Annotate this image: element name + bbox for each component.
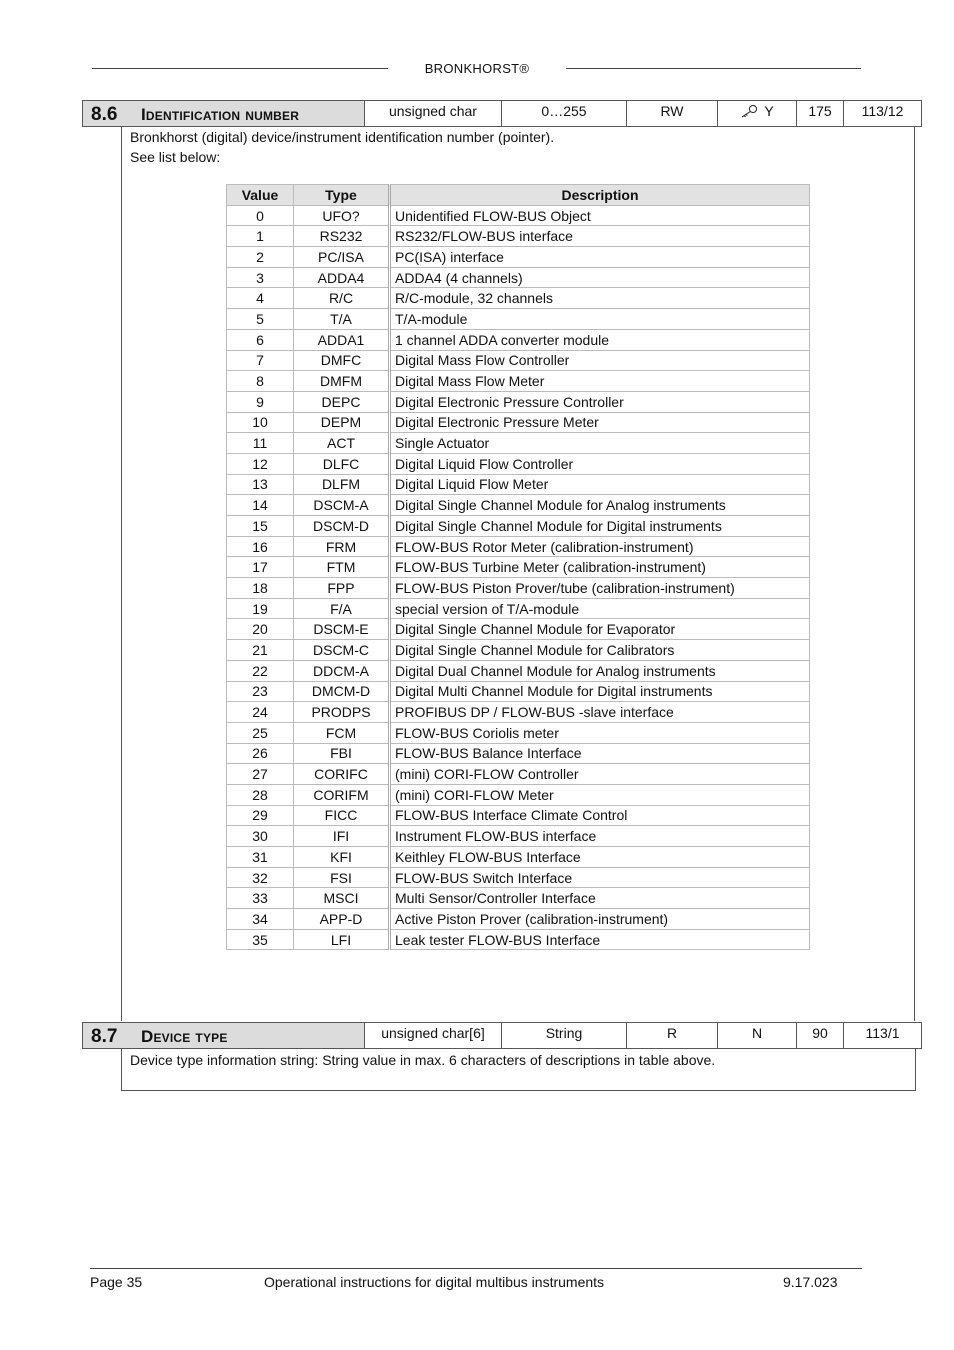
cell-type: FSI — [294, 867, 390, 888]
cell-description: Digital Mass Flow Controller — [390, 350, 810, 371]
cell-description: Multi Sensor/Controller Interface — [390, 888, 810, 909]
column-header-description: Description — [390, 185, 810, 206]
section-title: Device type — [141, 1027, 228, 1046]
cell-description: (mini) CORI-FLOW Meter — [390, 784, 810, 805]
cell-value: 2 — [227, 247, 294, 268]
cell-value: 11 — [227, 433, 294, 454]
secured-value: Y — [764, 103, 774, 119]
cell-description: Single Actuator — [390, 433, 810, 454]
table-row — [227, 784, 810, 805]
section-title-cell — [83, 101, 364, 126]
table-row — [227, 371, 810, 392]
range-cell: 0…255 — [501, 101, 626, 126]
cell-type: DMFC — [294, 350, 390, 371]
cell-type: RS232 — [294, 226, 390, 247]
cell-value: 29 — [227, 805, 294, 826]
table-row — [227, 474, 810, 495]
cell-value: 31 — [227, 847, 294, 868]
table-row — [227, 867, 810, 888]
table-row — [227, 267, 810, 288]
cell-type: KFI — [294, 847, 390, 868]
cell-type: FBI — [294, 743, 390, 764]
table-row — [227, 929, 810, 950]
cell-value: 23 — [227, 681, 294, 702]
cell-type: ADDA1 — [294, 329, 390, 350]
cell-value: 28 — [227, 784, 294, 805]
table-row — [227, 640, 810, 661]
cell-type: FPP — [294, 578, 390, 599]
table-row — [227, 391, 810, 412]
cell-value: 22 — [227, 660, 294, 681]
cell-description: Leak tester FLOW-BUS Interface — [390, 929, 810, 950]
cell-type: R/C — [294, 288, 390, 309]
cell-value: 34 — [227, 909, 294, 930]
cell-type: DLFC — [294, 453, 390, 474]
section-8-6-header — [82, 100, 922, 127]
cell-value: 13 — [227, 474, 294, 495]
table-row — [227, 226, 810, 247]
cell-description: Instrument FLOW-BUS interface — [390, 826, 810, 847]
table-row — [227, 660, 810, 681]
cell-type: APP-D — [294, 909, 390, 930]
cell-value: 21 — [227, 640, 294, 661]
cell-type: UFO? — [294, 205, 390, 226]
table-row — [227, 205, 810, 226]
cell-description: ADDA4 (4 channels) — [390, 267, 810, 288]
cell-description: special version of T/A-module — [390, 598, 810, 619]
cell-type: PRODPS — [294, 702, 390, 723]
proc-par-cell: 113/1 — [843, 1023, 921, 1048]
table-row — [227, 764, 810, 785]
cell-type: LFI — [294, 929, 390, 950]
table-row — [227, 453, 810, 474]
cell-description: Digital Multi Channel Module for Digital instruments — [390, 681, 810, 702]
cell-type: DSCM-E — [294, 619, 390, 640]
table-row — [227, 909, 810, 930]
cell-type: ACT — [294, 433, 390, 454]
cell-value: 10 — [227, 412, 294, 433]
cell-type: DDCM-A — [294, 660, 390, 681]
cell-description: Digital Electronic Pressure Meter — [390, 412, 810, 433]
cell-description: T/A-module — [390, 309, 810, 330]
footer-document-number: 9.17.023 — [783, 1274, 838, 1290]
table-row — [227, 681, 810, 702]
cell-description: FLOW-BUS Balance Interface — [390, 743, 810, 764]
cell-value: 19 — [227, 598, 294, 619]
cell-description: Digital Liquid Flow Controller — [390, 453, 810, 474]
table-row — [227, 412, 810, 433]
cell-value: 25 — [227, 722, 294, 743]
cell-value: 9 — [227, 391, 294, 412]
access-cell: R — [626, 1023, 717, 1048]
cell-value: 27 — [227, 764, 294, 785]
cell-type: DMCM-D — [294, 681, 390, 702]
cell-value: 8 — [227, 371, 294, 392]
cell-description: R/C-module, 32 channels — [390, 288, 810, 309]
secured-cell — [717, 101, 796, 126]
section-title-cell — [83, 1023, 364, 1048]
cell-value: 20 — [227, 619, 294, 640]
table-row — [227, 433, 810, 454]
header-rule-right — [566, 68, 861, 69]
cell-type: F/A — [294, 598, 390, 619]
cell-type: DSCM-C — [294, 640, 390, 661]
cell-value: 33 — [227, 888, 294, 909]
table-row — [227, 288, 810, 309]
fbnr-cell: 175 — [796, 101, 843, 126]
cell-value: 0 — [227, 205, 294, 226]
description-line: Device type information string: String value in max. 6 characters of descriptions in table above. — [130, 1052, 716, 1068]
cell-type: FRM — [294, 536, 390, 557]
cell-type: DEPM — [294, 412, 390, 433]
cell-description: (mini) CORI-FLOW Controller — [390, 764, 810, 785]
table-row — [227, 805, 810, 826]
cell-value: 16 — [227, 536, 294, 557]
access-cell: RW — [626, 101, 717, 126]
cell-description: FLOW-BUS Turbine Meter (calibration-instrument) — [390, 557, 810, 578]
cell-type: IFI — [294, 826, 390, 847]
cell-value: 5 — [227, 309, 294, 330]
cell-description: Active Piston Prover (calibration-instrument) — [390, 909, 810, 930]
key-icon — [740, 104, 758, 122]
cell-description: FLOW-BUS Switch Interface — [390, 867, 810, 888]
cell-value: 14 — [227, 495, 294, 516]
cell-description: FLOW-BUS Rotor Meter (calibration-instrument) — [390, 536, 810, 557]
table-row — [227, 826, 810, 847]
table-row — [227, 309, 810, 330]
cell-value: 1 — [227, 226, 294, 247]
cell-description: Keithley FLOW-BUS Interface — [390, 847, 810, 868]
secured-cell: N — [717, 1023, 796, 1048]
table-row — [227, 743, 810, 764]
cell-description: FLOW-BUS Coriolis meter — [390, 722, 810, 743]
data-type-cell: unsigned char[6] — [364, 1023, 501, 1048]
cell-description: Digital Dual Channel Module for Analog instruments — [390, 660, 810, 681]
section-8-6-description — [130, 127, 554, 167]
table-header-row — [227, 185, 810, 206]
column-header-value: Value — [227, 185, 294, 206]
cell-value: 30 — [227, 826, 294, 847]
description-line: See list below: — [130, 149, 221, 165]
table-row — [227, 329, 810, 350]
range-cell: String — [501, 1023, 626, 1048]
cell-value: 26 — [227, 743, 294, 764]
table-row — [227, 847, 810, 868]
table-row — [227, 619, 810, 640]
cell-description: Digital Single Channel Module for Evaporator — [390, 619, 810, 640]
cell-value: 7 — [227, 350, 294, 371]
cell-type: CORIFC — [294, 764, 390, 785]
table-row — [227, 495, 810, 516]
section-number: 8.7 — [91, 1026, 118, 1047]
section-title: Identification number — [141, 105, 300, 124]
cell-description: FLOW-BUS Piston Prover/tube (calibration-instrument) — [390, 578, 810, 599]
footer-page-number: Page 35 — [90, 1274, 143, 1290]
table-row — [227, 536, 810, 557]
cell-value: 12 — [227, 453, 294, 474]
footer-rule — [90, 1268, 862, 1269]
data-type-cell: unsigned char — [364, 101, 501, 126]
cell-value: 4 — [227, 288, 294, 309]
table-row — [227, 247, 810, 268]
cell-type: FTM — [294, 557, 390, 578]
cell-value: 32 — [227, 867, 294, 888]
cell-description: Digital Liquid Flow Meter — [390, 474, 810, 495]
description-line: Bronkhorst (digital) device/instrument identification number (pointer). — [130, 129, 555, 145]
section-8-7-header — [82, 1022, 922, 1049]
footer-document-title: Operational instructions for digital multibus instruments — [264, 1274, 605, 1290]
section-number: 8.6 — [91, 104, 118, 125]
cell-description: FLOW-BUS Interface Climate Control — [390, 805, 810, 826]
cell-type: DEPC — [294, 391, 390, 412]
cell-type: MSCI — [294, 888, 390, 909]
cell-type: DLFM — [294, 474, 390, 495]
cell-type: T/A — [294, 309, 390, 330]
cell-value: 15 — [227, 516, 294, 537]
cell-type: DSCM-A — [294, 495, 390, 516]
table-row — [227, 516, 810, 537]
cell-description: PROFIBUS DP / FLOW-BUS -slave interface — [390, 702, 810, 723]
cell-description: 1 channel ADDA converter module — [390, 329, 810, 350]
cell-description: Digital Single Channel Module for Analog instruments — [390, 495, 810, 516]
cell-description: Digital Single Channel Module for Digital instruments — [390, 516, 810, 537]
cell-type: DMFM — [294, 371, 390, 392]
cell-value: 3 — [227, 267, 294, 288]
cell-description: Digital Single Channel Module for Calibrators — [390, 640, 810, 661]
cell-type: FCM — [294, 722, 390, 743]
cell-type: FICC — [294, 805, 390, 826]
cell-value: 24 — [227, 702, 294, 723]
cell-value: 6 — [227, 329, 294, 350]
table-row — [227, 598, 810, 619]
table-body — [227, 205, 810, 950]
cell-value: 18 — [227, 578, 294, 599]
cell-description: Digital Mass Flow Meter — [390, 371, 810, 392]
section-8-7-description — [130, 1050, 715, 1070]
cell-type: DSCM-D — [294, 516, 390, 537]
identification-table — [226, 184, 810, 950]
table-row — [227, 722, 810, 743]
table-row — [227, 888, 810, 909]
table-row — [227, 578, 810, 599]
column-header-type: Type — [294, 185, 390, 206]
table-row — [227, 350, 810, 371]
cell-value: 17 — [227, 557, 294, 578]
cell-type: ADDA4 — [294, 267, 390, 288]
cell-description: RS232/FLOW-BUS interface — [390, 226, 810, 247]
proc-par-cell: 113/12 — [843, 101, 921, 126]
cell-type: PC/ISA — [294, 247, 390, 268]
header-brand: BRONKHORST® — [424, 61, 530, 76]
fbnr-cell: 90 — [796, 1023, 843, 1048]
cell-description: PC(ISA) interface — [390, 247, 810, 268]
cell-description: Digital Electronic Pressure Controller — [390, 391, 810, 412]
table-row — [227, 557, 810, 578]
cell-description: Unidentified FLOW-BUS Object — [390, 205, 810, 226]
table-row — [227, 702, 810, 723]
cell-type: CORIFM — [294, 784, 390, 805]
cell-value: 35 — [227, 929, 294, 950]
